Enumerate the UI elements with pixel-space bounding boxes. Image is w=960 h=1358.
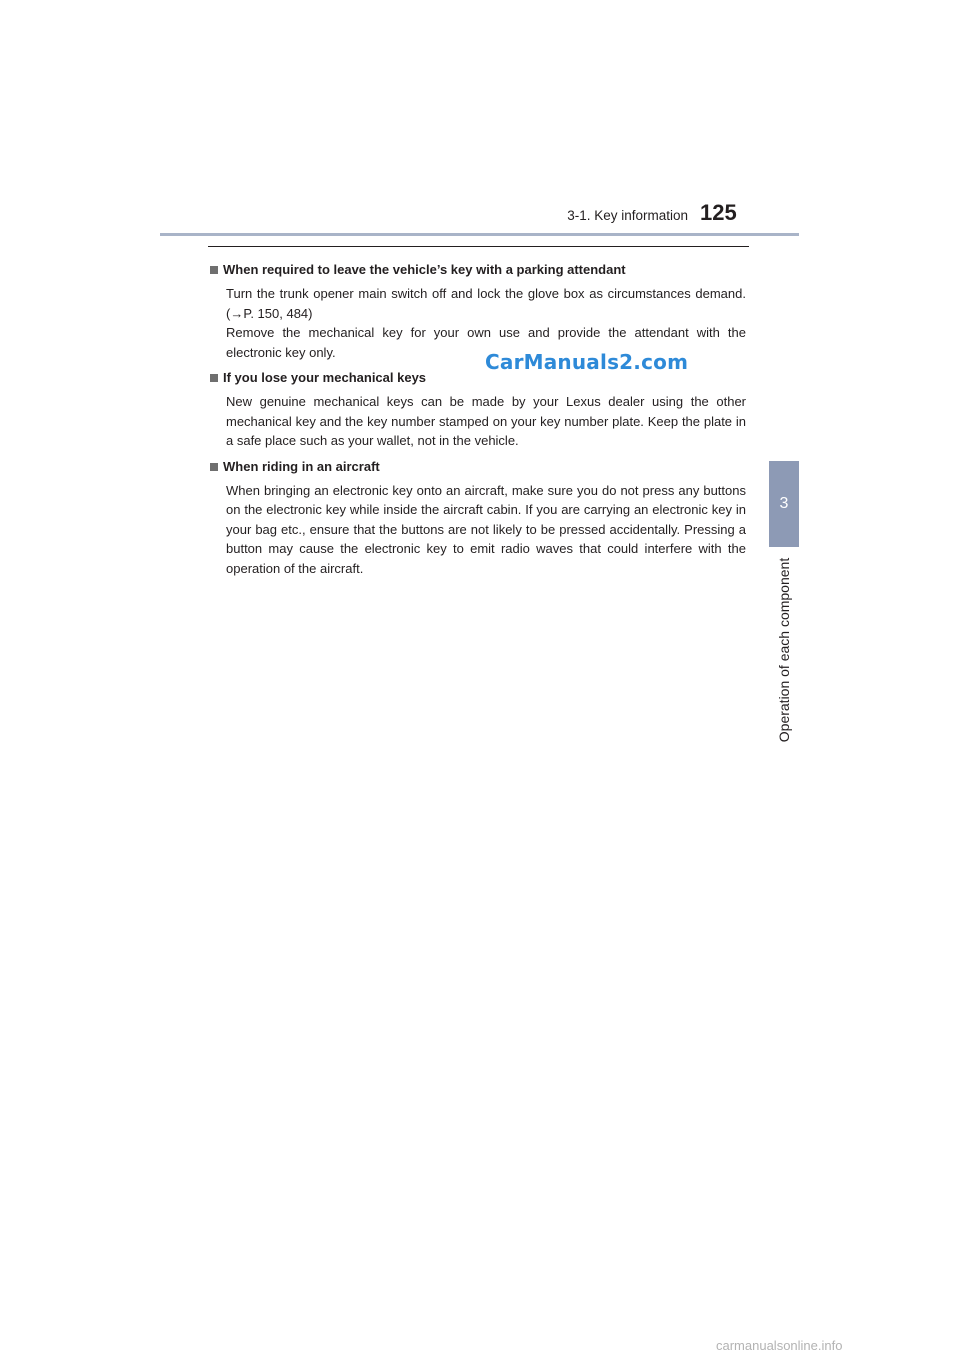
section-lost-keys: [210, 368, 746, 451]
header-rule: [160, 233, 799, 236]
chapter-number: 3: [779, 495, 789, 512]
watermark-logo: CarManuals2.com: [485, 350, 689, 374]
paragraph: New genuine mechanical keys can be made by your Lexus dealer using the other mechanical key and the key number stamped on your key number plate. Keep the plate in a safe place such as your wallet, not in the vehicle.: [226, 394, 746, 448]
section-heading-text: If you lose your mechanical keys: [223, 370, 427, 385]
content-top-rule: [208, 246, 749, 247]
section-heading: [210, 457, 746, 477]
square-bullet-icon: [210, 374, 218, 382]
page-number: 125: [700, 200, 737, 225]
paragraph: Turn the trunk opener main switch off and lock the glove box as circumstances demand. (→P. 150, 484): [226, 286, 746, 321]
section-parking-attendant: [210, 260, 746, 362]
section-aircraft: [210, 457, 746, 579]
page-content: [210, 260, 746, 584]
section-heading-text: When riding in an aircraft: [223, 458, 380, 474]
footer-watermark: carmanualsonline.info: [716, 1338, 843, 1353]
running-header-section: 3-1. Key information: [567, 208, 688, 223]
section-heading: [210, 260, 746, 280]
section-heading: [210, 368, 746, 388]
chapter-title: Operation of each component: [776, 557, 792, 743]
square-bullet-icon: [210, 463, 218, 471]
square-bullet-icon: [210, 266, 218, 274]
chapter-tab: [769, 461, 799, 547]
paragraph: Remove the mechanical key for your own use and provide the attendant with the electronic key only.: [226, 325, 746, 360]
section-heading-text: When required to leave the vehicle’s key with a parking attendant: [223, 262, 626, 277]
paragraph: When bringing an electronic key onto an aircraft, make sure you do not press any buttons on the electronic key while inside the aircraft cabin. If you are carrying an electronic key in your bag etc., ensure that the buttons are not likely to be pressed accidentally. Pressing a button may cause the electronic key to emit radio waves that could interfere with the operation of the aircraft.: [226, 482, 746, 576]
